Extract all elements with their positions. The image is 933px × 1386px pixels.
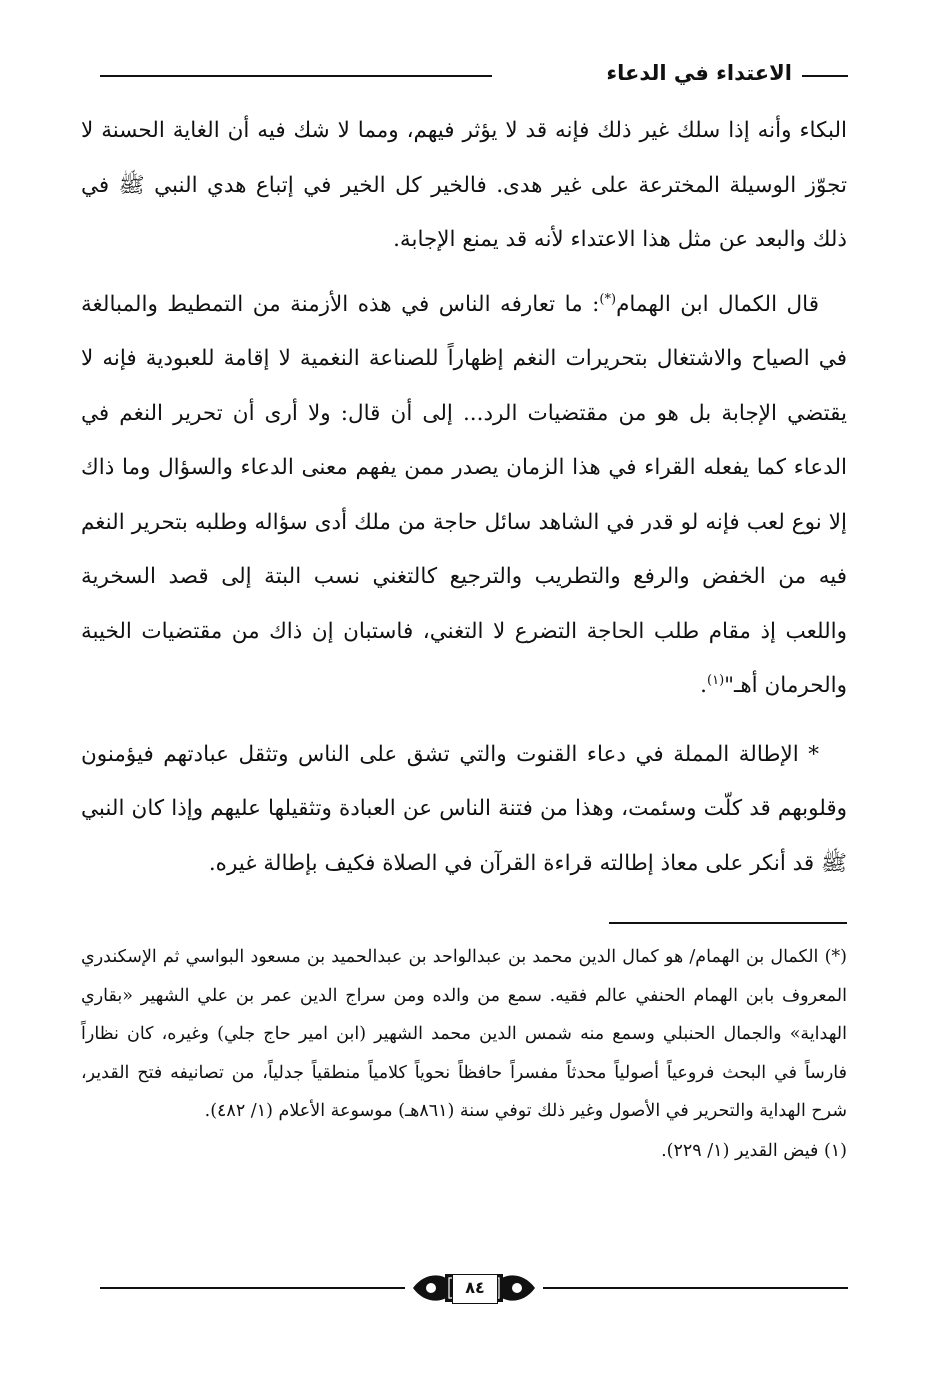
paragraph-3: * الإطالة المملة في دعاء القنوت والتي تشق على الناس وتثقل عبادتهم فيؤمنون وقلوبهم قد كلّت وسئمت، وهذا من فتنة الناس عن العبادة وتثقيلها عليهم وإذا كان النبي ﷺ قد أنكر على معاذ إطالته قراءة القرآن في الصلاة فكيف بإطالة غيره. [81,741,847,876]
header-rule-right [802,75,848,77]
running-header [100,58,848,88]
paragraph-2-text: : ما تعارفه الناس في هذه الأزمنة من التمطيط والمبالغة في الصياح والاشتغال بتحريرات النغم إظهاراً للصناعة النغمية لا إقامة للعبودية فإنه لا يقتضي الإجابة بل هو من مقتضيات الرد... إلى أن قال: ولا أرى أن تحرير النغم في الدعاء كما يفعله القراء في هذا الزمان يصدر ممن يفهم معنى الدعاء والسؤال وما ذاك إلا نوع لعب فإنه لو قدر في الشاهد سائل حاجة من ملك أدى سؤاله وطلبه بتحرير النغم فيه من الخفض والرفع والتطريب والترجيع كالتغني نسب البتة إلى قصد السخرية واللعب إذ مقام طلب الحاجة التضرع لا التغني، فاستبان إن ذاك من مقتضيات الخيبة والحرمان أهـ" [81,291,847,698]
page-footer [100,1268,848,1308]
header-rule-left [100,75,492,77]
page-number: ٨٤ [452,1274,498,1304]
paragraph-2 [81,278,847,714]
footer-rule-left [100,1287,405,1289]
footer-rule-right [543,1287,848,1289]
paragraph-1: البكاء وأنه إذا سلك غير ذلك فإنه قد لا يؤثر فيهم، ومما لا شك فيه أن الغاية الحسنة لا تجوّز الوسيلة المخترعة على غير هدى. فالخير كل الخير في إتباع هدي النبي ﷺ في ذلك والبعد عن مثل هذا الاعتداء لأنه قد يمنع الإجابة. [81,118,847,252]
footnote-biography: (*) الكمال بن الهمام/ هو كمال الدين محمد بن عبدالواحد بن عبدالحميد بن مسعود البواسي ثم الإسكندري المعروف بابن الهمام الحنفي عالم فقيه. سمع من والده ومن سراج الدين عمر بن علي الشهير «بقاري الهداية» والجمال الحنبلي وسمع منه شمس الدين محمد الشهير (ابن امير حاج جلي) وغيره، كان نظاراً فارساً في البحث فروعياً أصولياً محدثاً مفسراً حافظاً نحوياً كلامياً منطقياً جدلياً، من تصانيفه فتح القدير، شرح الهداية والتحرير في الأصول وغير ذلك توفي سنة (٨٦١هـ) موسوعة الأعلام (١/ ٤٨٢). [81,947,847,1121]
footnotes [81,938,847,1170]
footnote-marker-star: (*) [599,291,617,307]
footnote-marker-1: (١) [707,672,725,688]
main-text [81,104,847,891]
footnote-separator [609,922,847,924]
footnote-source: (١) فيض القدير (١/ ٢٢٩). [661,1140,847,1161]
header-title: الاعتداء في الدعاء [606,61,792,85]
paragraph-2-end: . [700,673,708,698]
paragraph-2-lead: قال الكمال ابن الهمام [616,291,819,317]
